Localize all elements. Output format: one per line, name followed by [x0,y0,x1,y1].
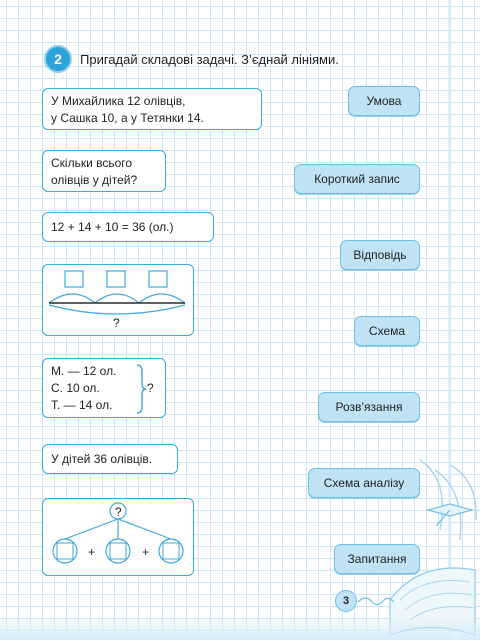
label-analysis-scheme-button[interactable]: Схема аналізу [308,468,420,498]
tree-question-mark: ? [115,505,122,519]
condition-line-2: у Сашка 10, а у Тетянки 14. [51,111,204,125]
page-number: 3 [335,590,357,612]
task-number-badge: 2 [44,45,72,73]
label-short-record-button[interactable]: Короткий запис [294,164,420,194]
answer-text: У дітей 36 олівців. [51,452,153,466]
scheme-box-1 [65,271,83,287]
tree-link-3 [118,519,171,539]
card-analysis-tree[interactable] [42,498,194,576]
bottom-decoration-band [0,616,480,640]
card-expression[interactable] [42,212,214,242]
label-answer-button[interactable]: Відповідь [340,240,420,270]
short-record-question: ? [147,381,154,395]
question-line-1: Скільки всього [51,156,133,170]
label-question-button[interactable]: Запитання [334,544,420,574]
short-record-t: Т. — 14 ол. [51,398,113,412]
scheme-arc-2 [95,294,139,303]
task-header [44,46,339,72]
scheme-arc-1 [49,294,95,303]
card-condition[interactable] [42,88,262,130]
short-record-m: М. — 12 ол. [51,364,117,378]
tree-plus-1: + [88,545,96,559]
expression-text: 12 + 14 + 10 = 36 (ол.) [51,220,174,234]
label-solution-button[interactable]: Розв’язання [318,392,420,422]
tree-box-1 [57,543,73,559]
scheme-box-2 [107,271,125,287]
label-scheme-button[interactable]: Схема [354,316,420,346]
tree-box-3 [163,543,179,559]
book-illustration [380,450,480,640]
tree-plus-2: + [142,545,150,559]
scheme-arc-3 [139,294,185,303]
card-scheme[interactable] [42,264,194,336]
label-condition-button[interactable]: Умова [348,86,420,116]
scheme-question-mark: ? [113,316,120,330]
task-instruction: Пригадай складові задачі. З’єднай лініями. [80,51,339,67]
card-short-record[interactable] [42,358,166,418]
scheme-total-arc [49,305,185,314]
card-question[interactable] [42,150,166,192]
scheme-box-3 [149,271,167,287]
question-line-2: олівців у дітей? [51,173,138,187]
tree-link-1 [65,519,118,539]
tree-box-2 [110,543,126,559]
short-record-s: С. 10 ол. [51,381,100,395]
swirl-decoration-icon [356,594,396,608]
condition-line-1: У Михайлика 12 олівців, [51,94,186,108]
brace-icon [135,363,147,415]
card-answer[interactable] [42,444,178,474]
